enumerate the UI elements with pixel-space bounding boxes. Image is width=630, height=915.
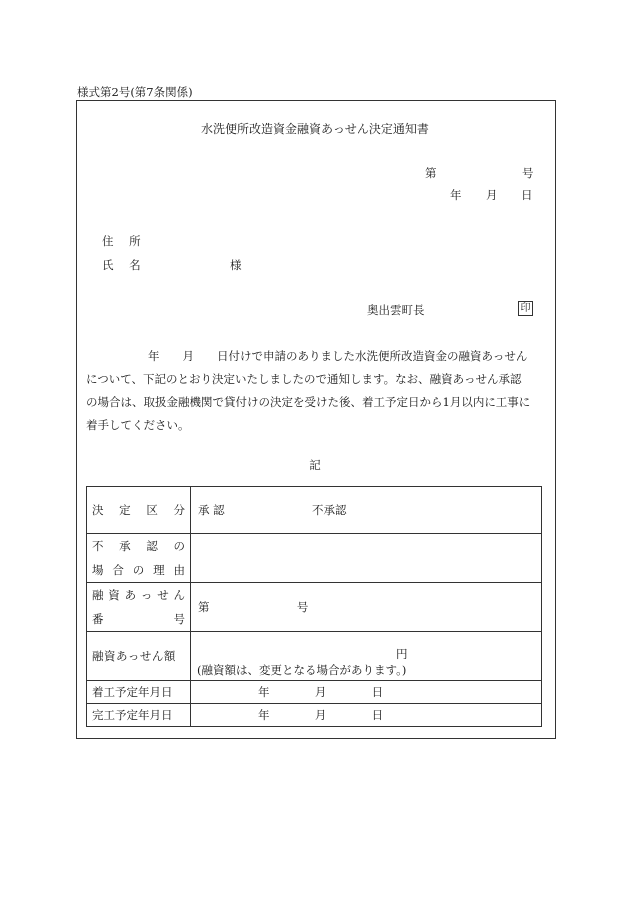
end-date-label: 完工予定年月日 [92, 708, 173, 722]
loan-number-suffix: 号 [296, 600, 309, 614]
number-prefix: 第 [425, 166, 437, 180]
end-date-year: 年 [258, 708, 270, 722]
date-month: 月 [486, 188, 498, 202]
seal-mark: 印 [518, 301, 533, 316]
decision-label-cell [87, 487, 191, 534]
document-title: 水洗便所改造資金融資あっせん決定通知書 [201, 122, 429, 136]
decision-table [86, 486, 542, 727]
loan-number-label-1: 融 資 あ っ せ ん [92, 588, 185, 602]
table-row [87, 487, 542, 534]
loan-number-label-cell [87, 583, 191, 632]
loan-number-value-cell [191, 583, 542, 632]
rejection-reason-label-1: 不 承 認 の [92, 539, 185, 553]
loan-amount-label-cell [87, 632, 191, 681]
body-line-3: の場合は、取扱金融機関で貸付けの決定を受けた後、着工予定日から1月以内に工事に [86, 395, 531, 409]
loan-number-prefix: 第 [198, 600, 210, 614]
body-line-2: について、下記のとおり決定いたしましたので通知します。なお、融資あっせん承認 [86, 372, 522, 386]
start-date-value-cell [191, 681, 542, 704]
table-row [87, 583, 542, 632]
name-label: 氏 名 [102, 258, 147, 272]
start-date-year: 年 [258, 685, 270, 699]
loan-amount-unit: 円 [396, 647, 408, 661]
end-date-label-cell [87, 704, 191, 727]
rejection-reason-label-2: 場 合 の 理 由 [92, 563, 185, 577]
rejection-reason-value-cell [191, 534, 542, 583]
table-row [87, 534, 542, 583]
end-date-value-cell [191, 704, 542, 727]
body-line-1: 年 月 日付けで申請のありました水洗便所改造資金の融資あっせん [148, 349, 528, 363]
notice-body [86, 345, 546, 437]
issuer-title: 奥出雲町長 [367, 303, 425, 317]
start-date-label: 着工予定年月日 [92, 685, 173, 699]
decision-label: 決 定 区 分 [92, 503, 185, 517]
table-row [87, 704, 542, 727]
table-row [87, 632, 542, 681]
table-row [87, 681, 542, 704]
rejection-reason-label-cell [87, 534, 191, 583]
date-year: 年 [450, 188, 462, 202]
honorific: 様 [230, 258, 242, 272]
loan-number-label-2: 番 号 [92, 612, 185, 626]
body-line-4: 着手してください。 [86, 418, 190, 432]
start-date-label-cell [87, 681, 191, 704]
date-day: 日 [521, 188, 533, 202]
ki-heading: 記 [309, 458, 321, 472]
loan-amount-note: (融資額は、変更となる場合があります。) [197, 663, 407, 677]
approved-option: 承 認 [198, 503, 225, 517]
loan-amount-value-cell [191, 632, 542, 681]
form-number-label: 様式第2号(第7条関係) [77, 85, 193, 99]
decision-value-cell [191, 487, 542, 534]
end-date-day: 日 [371, 708, 384, 722]
start-date-month: 月 [314, 685, 327, 699]
number-suffix: 号 [522, 166, 534, 180]
end-date-month: 月 [314, 708, 327, 722]
loan-amount-label: 融資あっせん額 [92, 649, 176, 663]
rejected-option: 不承認 [311, 503, 347, 517]
start-date-day: 日 [371, 685, 384, 699]
address-label: 住 所 [102, 234, 147, 248]
